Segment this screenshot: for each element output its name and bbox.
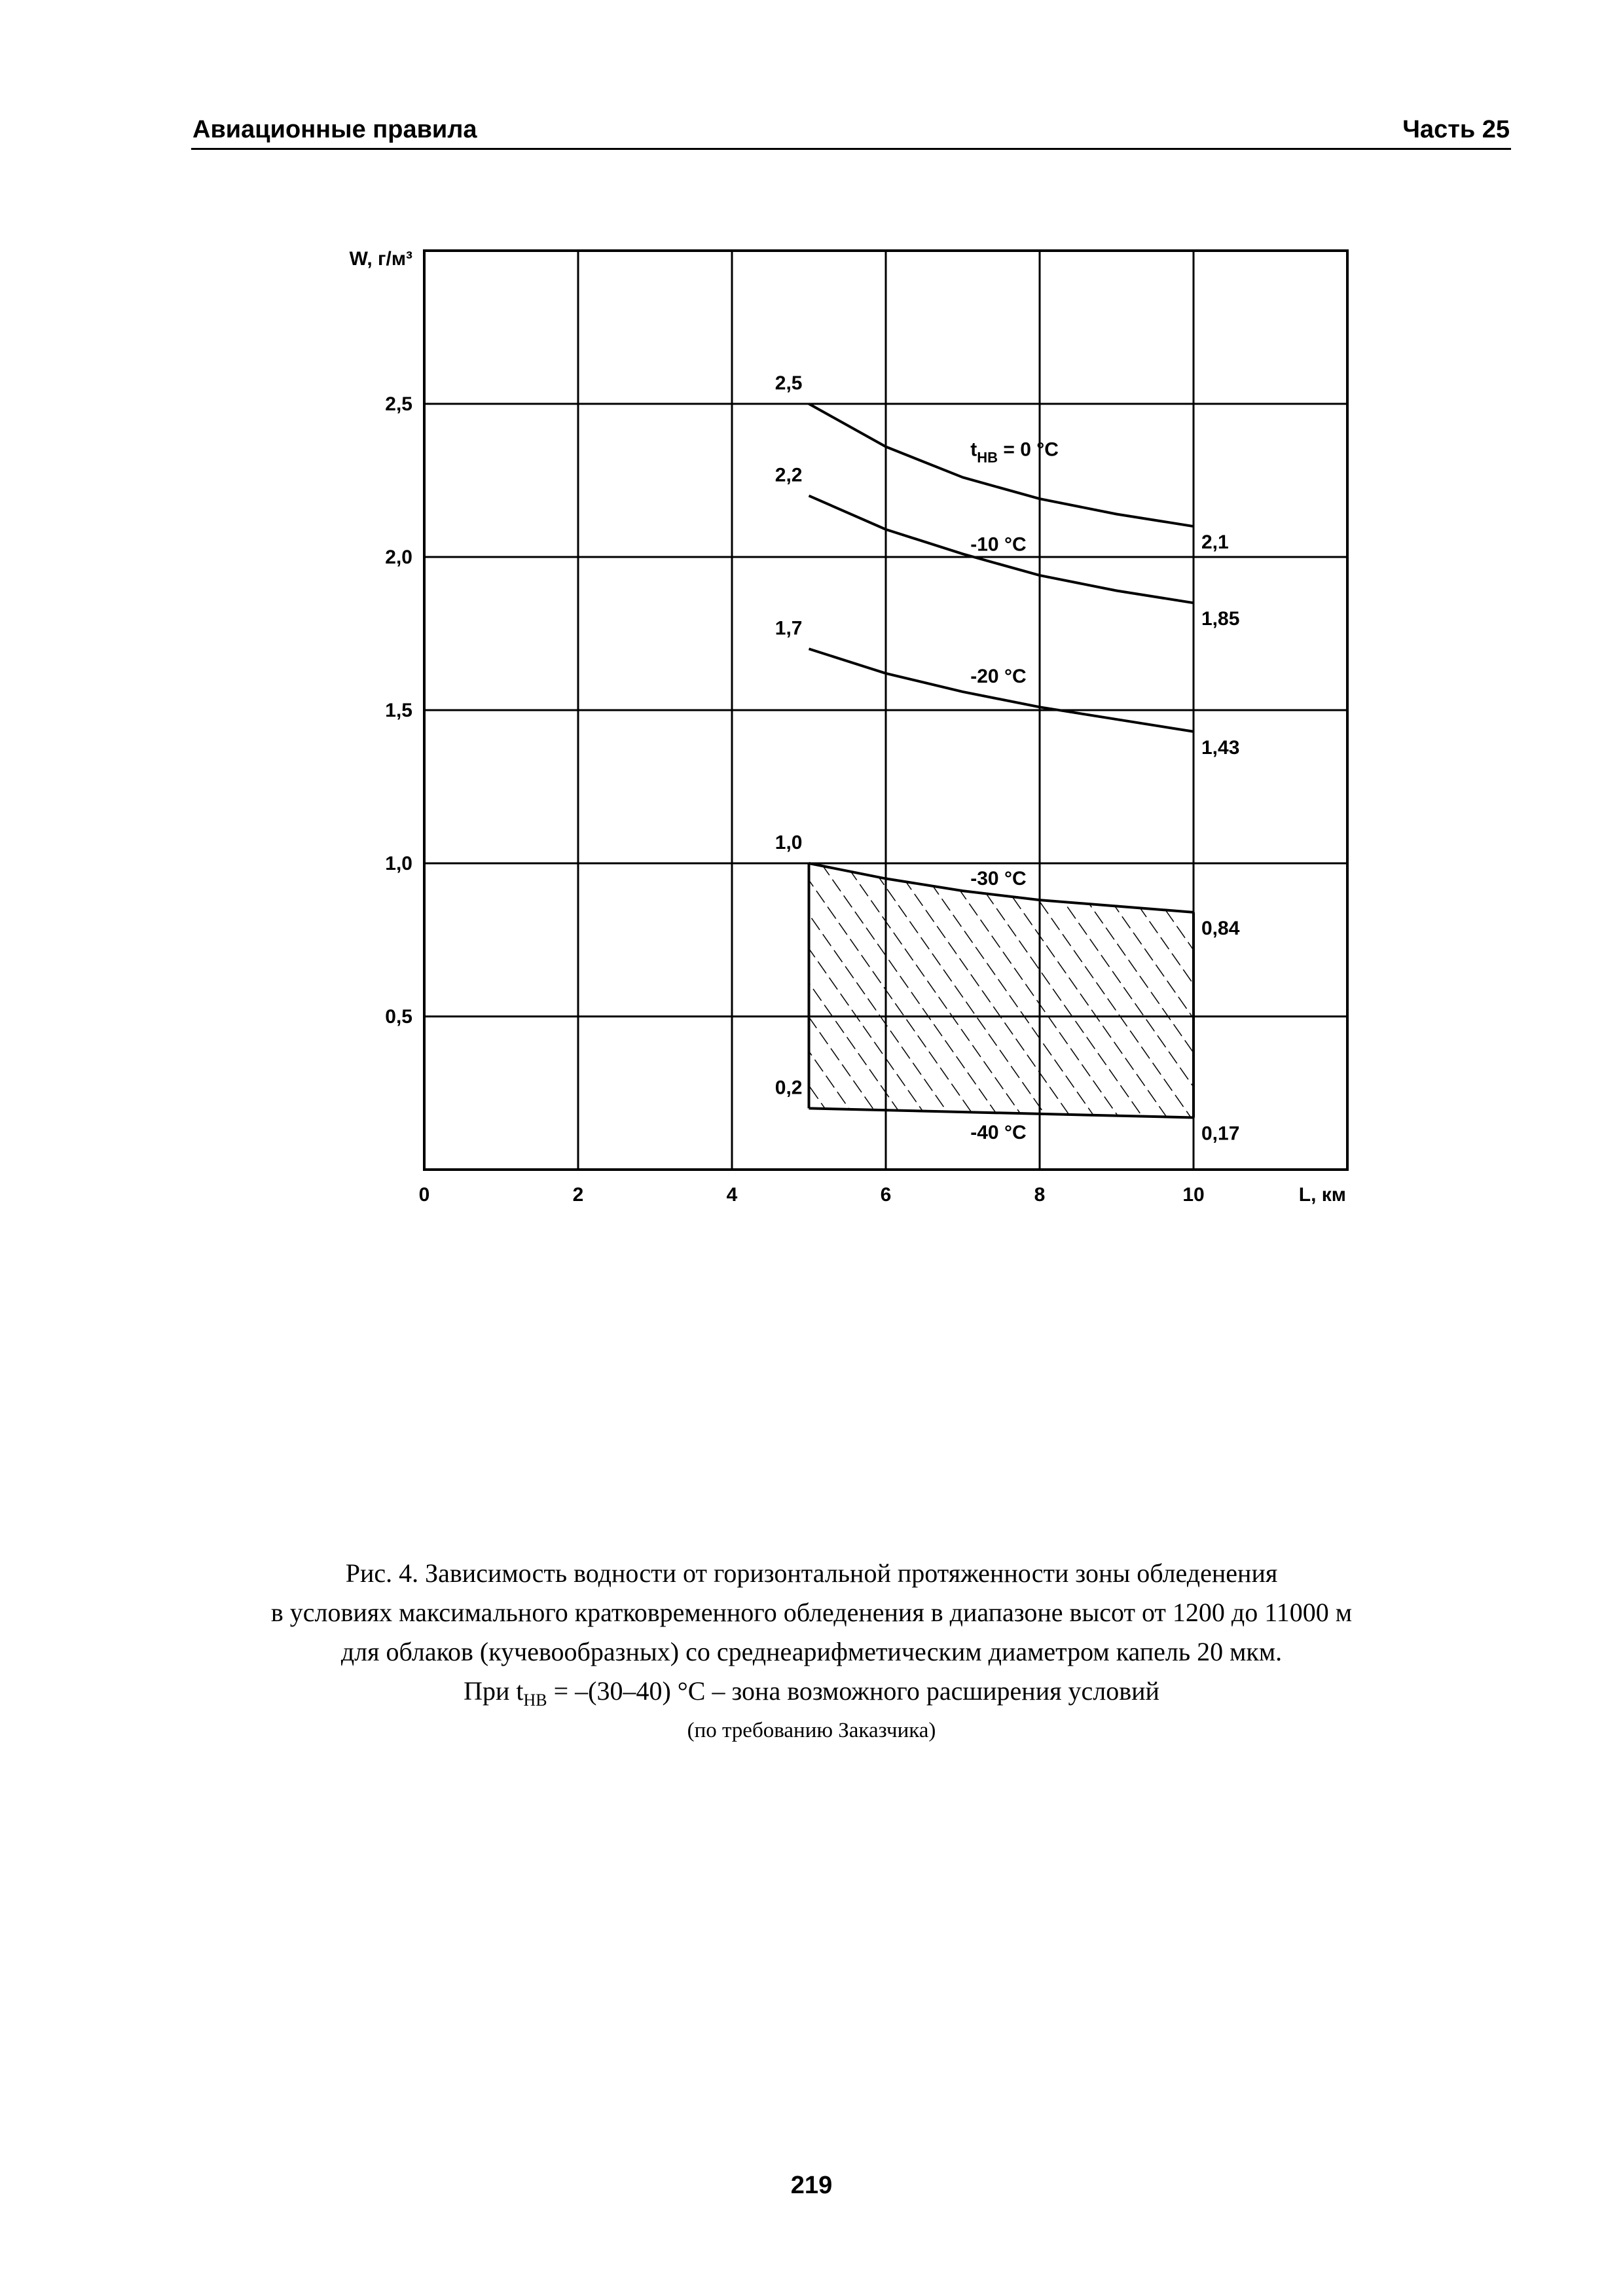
x-tick-label: 8 (1034, 1184, 1046, 1206)
series-line-1 (809, 404, 1194, 526)
x-tick-label: 2 (572, 1184, 584, 1206)
x-axis-label: L, км (1298, 1184, 1346, 1206)
caption-line-4-sub: НВ (523, 1691, 547, 1710)
series-start-label: 1,0 (775, 832, 803, 853)
series-name-label: -20 °С (970, 665, 1027, 687)
series-line-3 (809, 649, 1194, 731)
x-tick-label: 10 (1182, 1184, 1205, 1206)
page-number: 219 (790, 2172, 833, 2199)
series-start-label: 2,2 (775, 464, 803, 486)
hatched-zone (809, 863, 1194, 1117)
caption-line-5: (по требованию Заказчика) (687, 1719, 936, 1742)
y-axis-label: W, г/м³ (349, 248, 412, 270)
header-right: Часть 25 (1402, 116, 1510, 143)
x-tick-label: 4 (726, 1184, 738, 1206)
x-tick-label: 6 (880, 1184, 892, 1206)
series-start-label: 1,7 (775, 617, 803, 639)
series-start-label: 0,2 (775, 1077, 803, 1099)
series-name-label: -40 °С (970, 1122, 1027, 1144)
series-name-label: $t_{НВ} = 0$ °С (970, 439, 1059, 466)
y-tick-label: 2,0 (385, 547, 412, 568)
caption-line-3: для облаков (кучевообразных) со среднеарифметическим диаметром капель 20 мкм. (340, 1637, 1283, 1666)
y-tick-label: 0,5 (385, 1006, 412, 1028)
caption-line-4 (0, 1676, 1623, 1710)
series-name-label: -10 °С (970, 533, 1027, 556)
x-tick-label: 0 (418, 1184, 430, 1206)
series-name-label: -30 °С (970, 867, 1027, 889)
caption-line-4-prefix: При t (464, 1676, 524, 1706)
series-end-label: 0,84 (1201, 917, 1240, 939)
series-start-label: 2,5 (775, 372, 803, 394)
series-end-label: 1,43 (1201, 736, 1240, 759)
y-tick-label: 1,5 (385, 700, 412, 721)
caption-line-1: Рис. 4. Зависимость водности от горизонтальной протяженности зоны обледенения (345, 1558, 1278, 1588)
y-tick-label: 2,5 (385, 393, 412, 415)
series-end-label: 0,17 (1201, 1122, 1240, 1145)
series-end-label: 1,85 (1201, 608, 1240, 630)
y-tick-label: 1,0 (385, 853, 412, 874)
header-left: Авиационные правила (192, 116, 477, 143)
caption-line-4-suffix: = –(30–40) °С – зона возможного расширения условий (547, 1676, 1159, 1706)
series-end-label: 2,1 (1201, 531, 1229, 554)
caption-line-2: в условиях максимального кратковременного обледенения в диапазоне высот от 1200 до 11000 м (270, 1598, 1353, 1627)
